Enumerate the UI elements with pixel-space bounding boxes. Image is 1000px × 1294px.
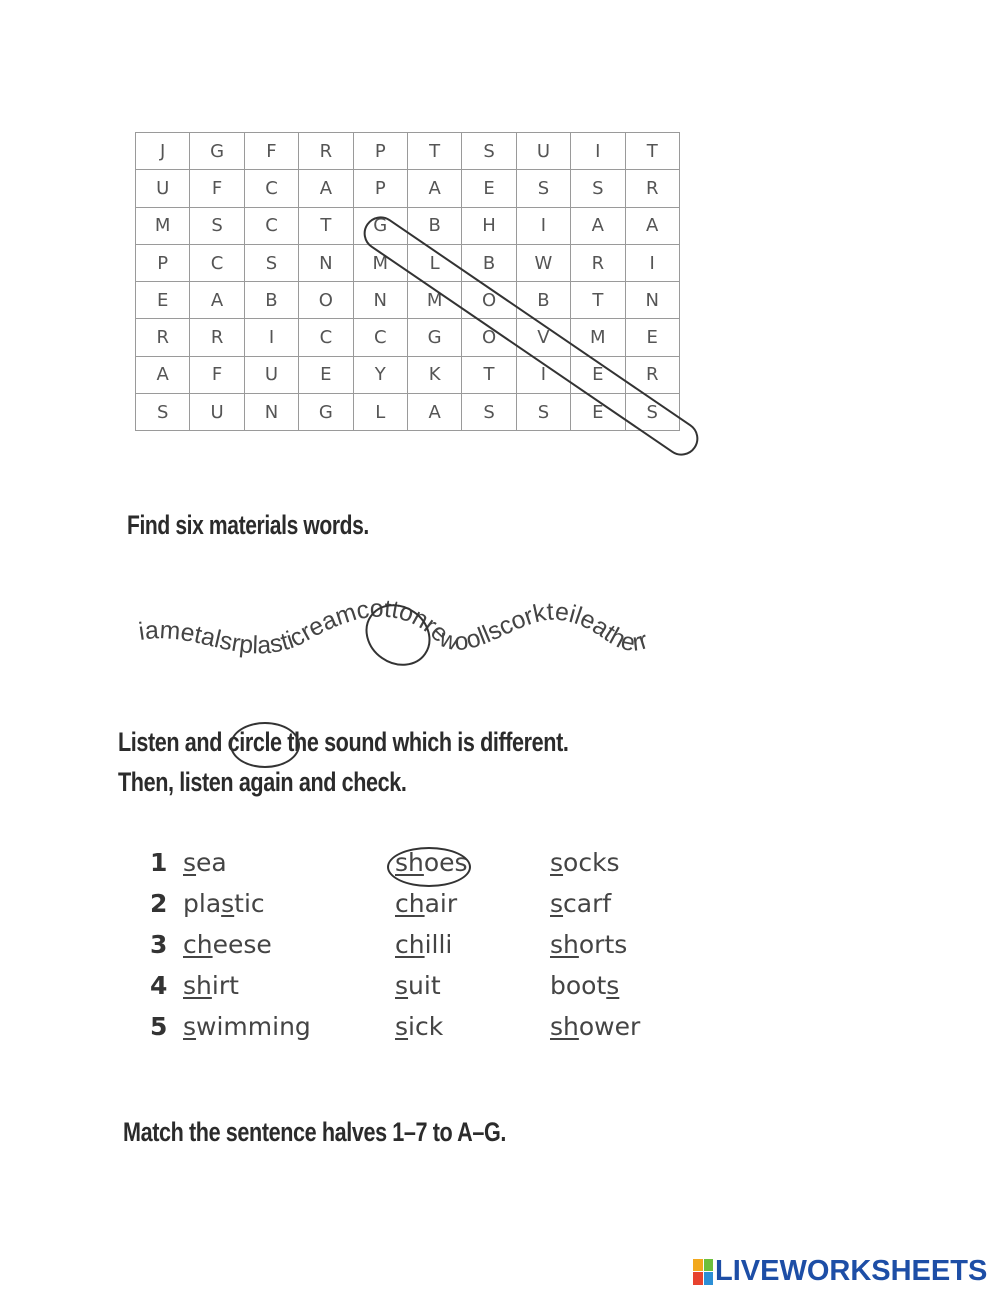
grid-row	[136, 133, 680, 170]
circle-word-ring	[227, 722, 300, 768]
sound-underlined: sh	[550, 930, 579, 959]
grid-cell: S	[462, 133, 516, 170]
grid-cell: S	[516, 170, 570, 207]
grid-cell: Y	[353, 356, 407, 393]
grid-cell: E	[571, 356, 625, 393]
sound-word-part: air	[424, 889, 458, 918]
grid-cell: P	[353, 133, 407, 170]
grid-cell: A	[136, 356, 190, 393]
grid-cell: A	[571, 207, 625, 244]
sound-word-part: uit	[408, 971, 441, 1000]
word-snake	[0, 580, 1000, 690]
sound-underlined: sh	[550, 1012, 579, 1041]
grid-row	[136, 170, 680, 207]
grid-cell: E	[299, 356, 353, 393]
grid-cell: S	[625, 394, 679, 431]
grid-cell: W	[516, 244, 570, 281]
grid-row	[136, 244, 680, 281]
grid-cell: H	[462, 207, 516, 244]
sound-word-part: carf	[563, 889, 612, 918]
grid-cell: E	[625, 319, 679, 356]
grid-cell: F	[244, 133, 298, 170]
grid-cell: L	[407, 244, 461, 281]
grid-cell: A	[407, 394, 461, 431]
logo-block	[704, 1259, 714, 1272]
grid-cell: R	[571, 244, 625, 281]
sound-word	[395, 1012, 443, 1041]
sound-word-part: tic	[234, 889, 265, 918]
grid-cell: O	[299, 282, 353, 319]
grid-cell: O	[462, 282, 516, 319]
grid-cell: R	[299, 133, 353, 170]
grid-cell: A	[407, 170, 461, 207]
grid-cell: U	[190, 394, 244, 431]
grid-cell: G	[299, 394, 353, 431]
sound-underlined: ch	[395, 930, 425, 959]
grid-cell: N	[353, 282, 407, 319]
sound-word-part: wimming	[196, 1012, 311, 1041]
grid-row	[136, 282, 680, 319]
grid-cell: R	[625, 170, 679, 207]
sound-underlined: s	[550, 848, 564, 877]
grid-cell: S	[190, 207, 244, 244]
grid-cell: U	[516, 133, 570, 170]
snake-text	[137, 594, 651, 659]
sound-word	[395, 971, 441, 1000]
sound-row-number: 2	[150, 889, 168, 918]
logo-block	[704, 1272, 714, 1285]
sound-word-part: orts	[578, 930, 628, 959]
snake-letters: iametalsrplasticreamcottonrewoollscorkteileatherr	[136, 594, 652, 660]
sound-underlined: ch	[183, 930, 213, 959]
grid-row	[136, 319, 680, 356]
sound-row-number: 4	[150, 971, 168, 1000]
sound-word	[395, 930, 452, 959]
grid-cell: F	[190, 170, 244, 207]
sound-underlined: sh	[183, 971, 212, 1000]
heading-listen-circle	[118, 727, 568, 758]
grid-cell: A	[625, 207, 679, 244]
sound-underlined: s	[395, 1012, 409, 1041]
sound-word-part: ick	[408, 1012, 444, 1041]
grid-cell: N	[244, 394, 298, 431]
sound-word-part: boot	[550, 971, 607, 1000]
grid-cell: B	[462, 244, 516, 281]
grid-cell: I	[625, 244, 679, 281]
grid-cell: T	[625, 133, 679, 170]
grid-cell: E	[571, 394, 625, 431]
grid-cell: V	[516, 319, 570, 356]
grid-cell: I	[516, 207, 570, 244]
shoes-ring	[387, 847, 471, 887]
grid-cell: G	[190, 133, 244, 170]
grid-cell: E	[462, 170, 516, 207]
grid-cell: C	[244, 207, 298, 244]
heading-find-materials: Find six materials words.	[127, 510, 369, 540]
sound-word	[183, 848, 227, 877]
heading-rest-text: the sound which is different.	[281, 727, 569, 757]
sound-word-part: eese	[212, 930, 272, 959]
grid-cell: O	[462, 319, 516, 356]
grid-cell: S	[244, 244, 298, 281]
sound-word	[183, 930, 272, 959]
grid-cell: J	[136, 133, 190, 170]
liveworksheets-logo	[693, 1255, 987, 1288]
grid-cell: N	[299, 244, 353, 281]
grid-cell: R	[625, 356, 679, 393]
sound-word-part: irt	[211, 971, 239, 1000]
heading-listen-text: Listen and	[118, 727, 228, 757]
grid-cell: S	[462, 394, 516, 431]
sound-word	[183, 971, 239, 1000]
logo-blocks-icon	[693, 1259, 713, 1285]
logo-block	[693, 1272, 703, 1285]
grid-cell: T	[462, 356, 516, 393]
grid-cell: G	[353, 207, 407, 244]
grid-cell: C	[244, 170, 298, 207]
grid-cell: C	[299, 319, 353, 356]
grid-cell: B	[407, 207, 461, 244]
grid-cell: C	[353, 319, 407, 356]
word-search-grid	[135, 132, 680, 431]
grid-row	[136, 356, 680, 393]
sound-underlined: s	[606, 971, 620, 1000]
heading-match-halves: Match the sentence halves 1–7 to A–G.	[123, 1117, 506, 1147]
sound-underlined: s	[221, 889, 235, 918]
grid-cell: S	[136, 394, 190, 431]
grid-row	[136, 207, 680, 244]
grid-cell: G	[407, 319, 461, 356]
sound-row-number: 5	[150, 1012, 168, 1041]
grid-cell: I	[244, 319, 298, 356]
grid-cell: M	[571, 319, 625, 356]
grid-cell: T	[299, 207, 353, 244]
grid-cell: T	[407, 133, 461, 170]
grid-cell: S	[516, 394, 570, 431]
sound-word-part: ea	[196, 848, 227, 877]
sound-word-part: ower	[578, 1012, 641, 1041]
grid-cell: E	[136, 282, 190, 319]
grid-cell: A	[299, 170, 353, 207]
sound-underlined: ch	[395, 889, 425, 918]
grid-cell: I	[516, 356, 570, 393]
sound-word	[550, 971, 619, 1000]
grid-cell: B	[516, 282, 570, 319]
grid-cell: M	[353, 244, 407, 281]
sound-underlined: s	[183, 848, 197, 877]
sound-row-number: 1	[150, 848, 168, 877]
grid-cell: C	[190, 244, 244, 281]
grid-cell: R	[136, 319, 190, 356]
sound-underlined: s	[183, 1012, 197, 1041]
grid-cell: S	[571, 170, 625, 207]
sound-underlined: s	[550, 889, 564, 918]
sound-word	[550, 1012, 640, 1041]
grid-row	[136, 394, 680, 431]
sound-word	[183, 889, 265, 918]
grid-cell: P	[353, 170, 407, 207]
grid-cell: B	[244, 282, 298, 319]
grid-cell: T	[571, 282, 625, 319]
heading-listen-again: Then, listen again and check.	[118, 767, 407, 797]
sound-word	[550, 848, 620, 877]
sound-word-part: illi	[424, 930, 453, 959]
sound-underlined: s	[395, 971, 409, 1000]
sound-word	[550, 889, 611, 918]
grid-cell: U	[244, 356, 298, 393]
grid-cell: F	[190, 356, 244, 393]
sound-row-number: 3	[150, 930, 168, 959]
grid-cell: P	[136, 244, 190, 281]
grid-cell: M	[407, 282, 461, 319]
sound-word	[550, 930, 627, 959]
sound-word-part: oes	[423, 848, 468, 877]
grid-cell: K	[407, 356, 461, 393]
sound-word-part: ocks	[563, 848, 620, 877]
grid-cell: U	[136, 170, 190, 207]
grid-cell: R	[190, 319, 244, 356]
logo-text: LIVEWORKSHEETS	[715, 1255, 988, 1287]
grid-cell: M	[136, 207, 190, 244]
logo-block	[693, 1259, 703, 1272]
sound-underlined: sh	[395, 848, 424, 877]
grid-cell: A	[190, 282, 244, 319]
sound-word	[395, 889, 457, 918]
sound-word-part: pla	[183, 889, 222, 918]
grid-cell: L	[353, 394, 407, 431]
grid-cell: N	[625, 282, 679, 319]
grid-cell: I	[571, 133, 625, 170]
heading-circled-word: circle	[227, 727, 282, 757]
sound-word	[183, 1012, 311, 1041]
